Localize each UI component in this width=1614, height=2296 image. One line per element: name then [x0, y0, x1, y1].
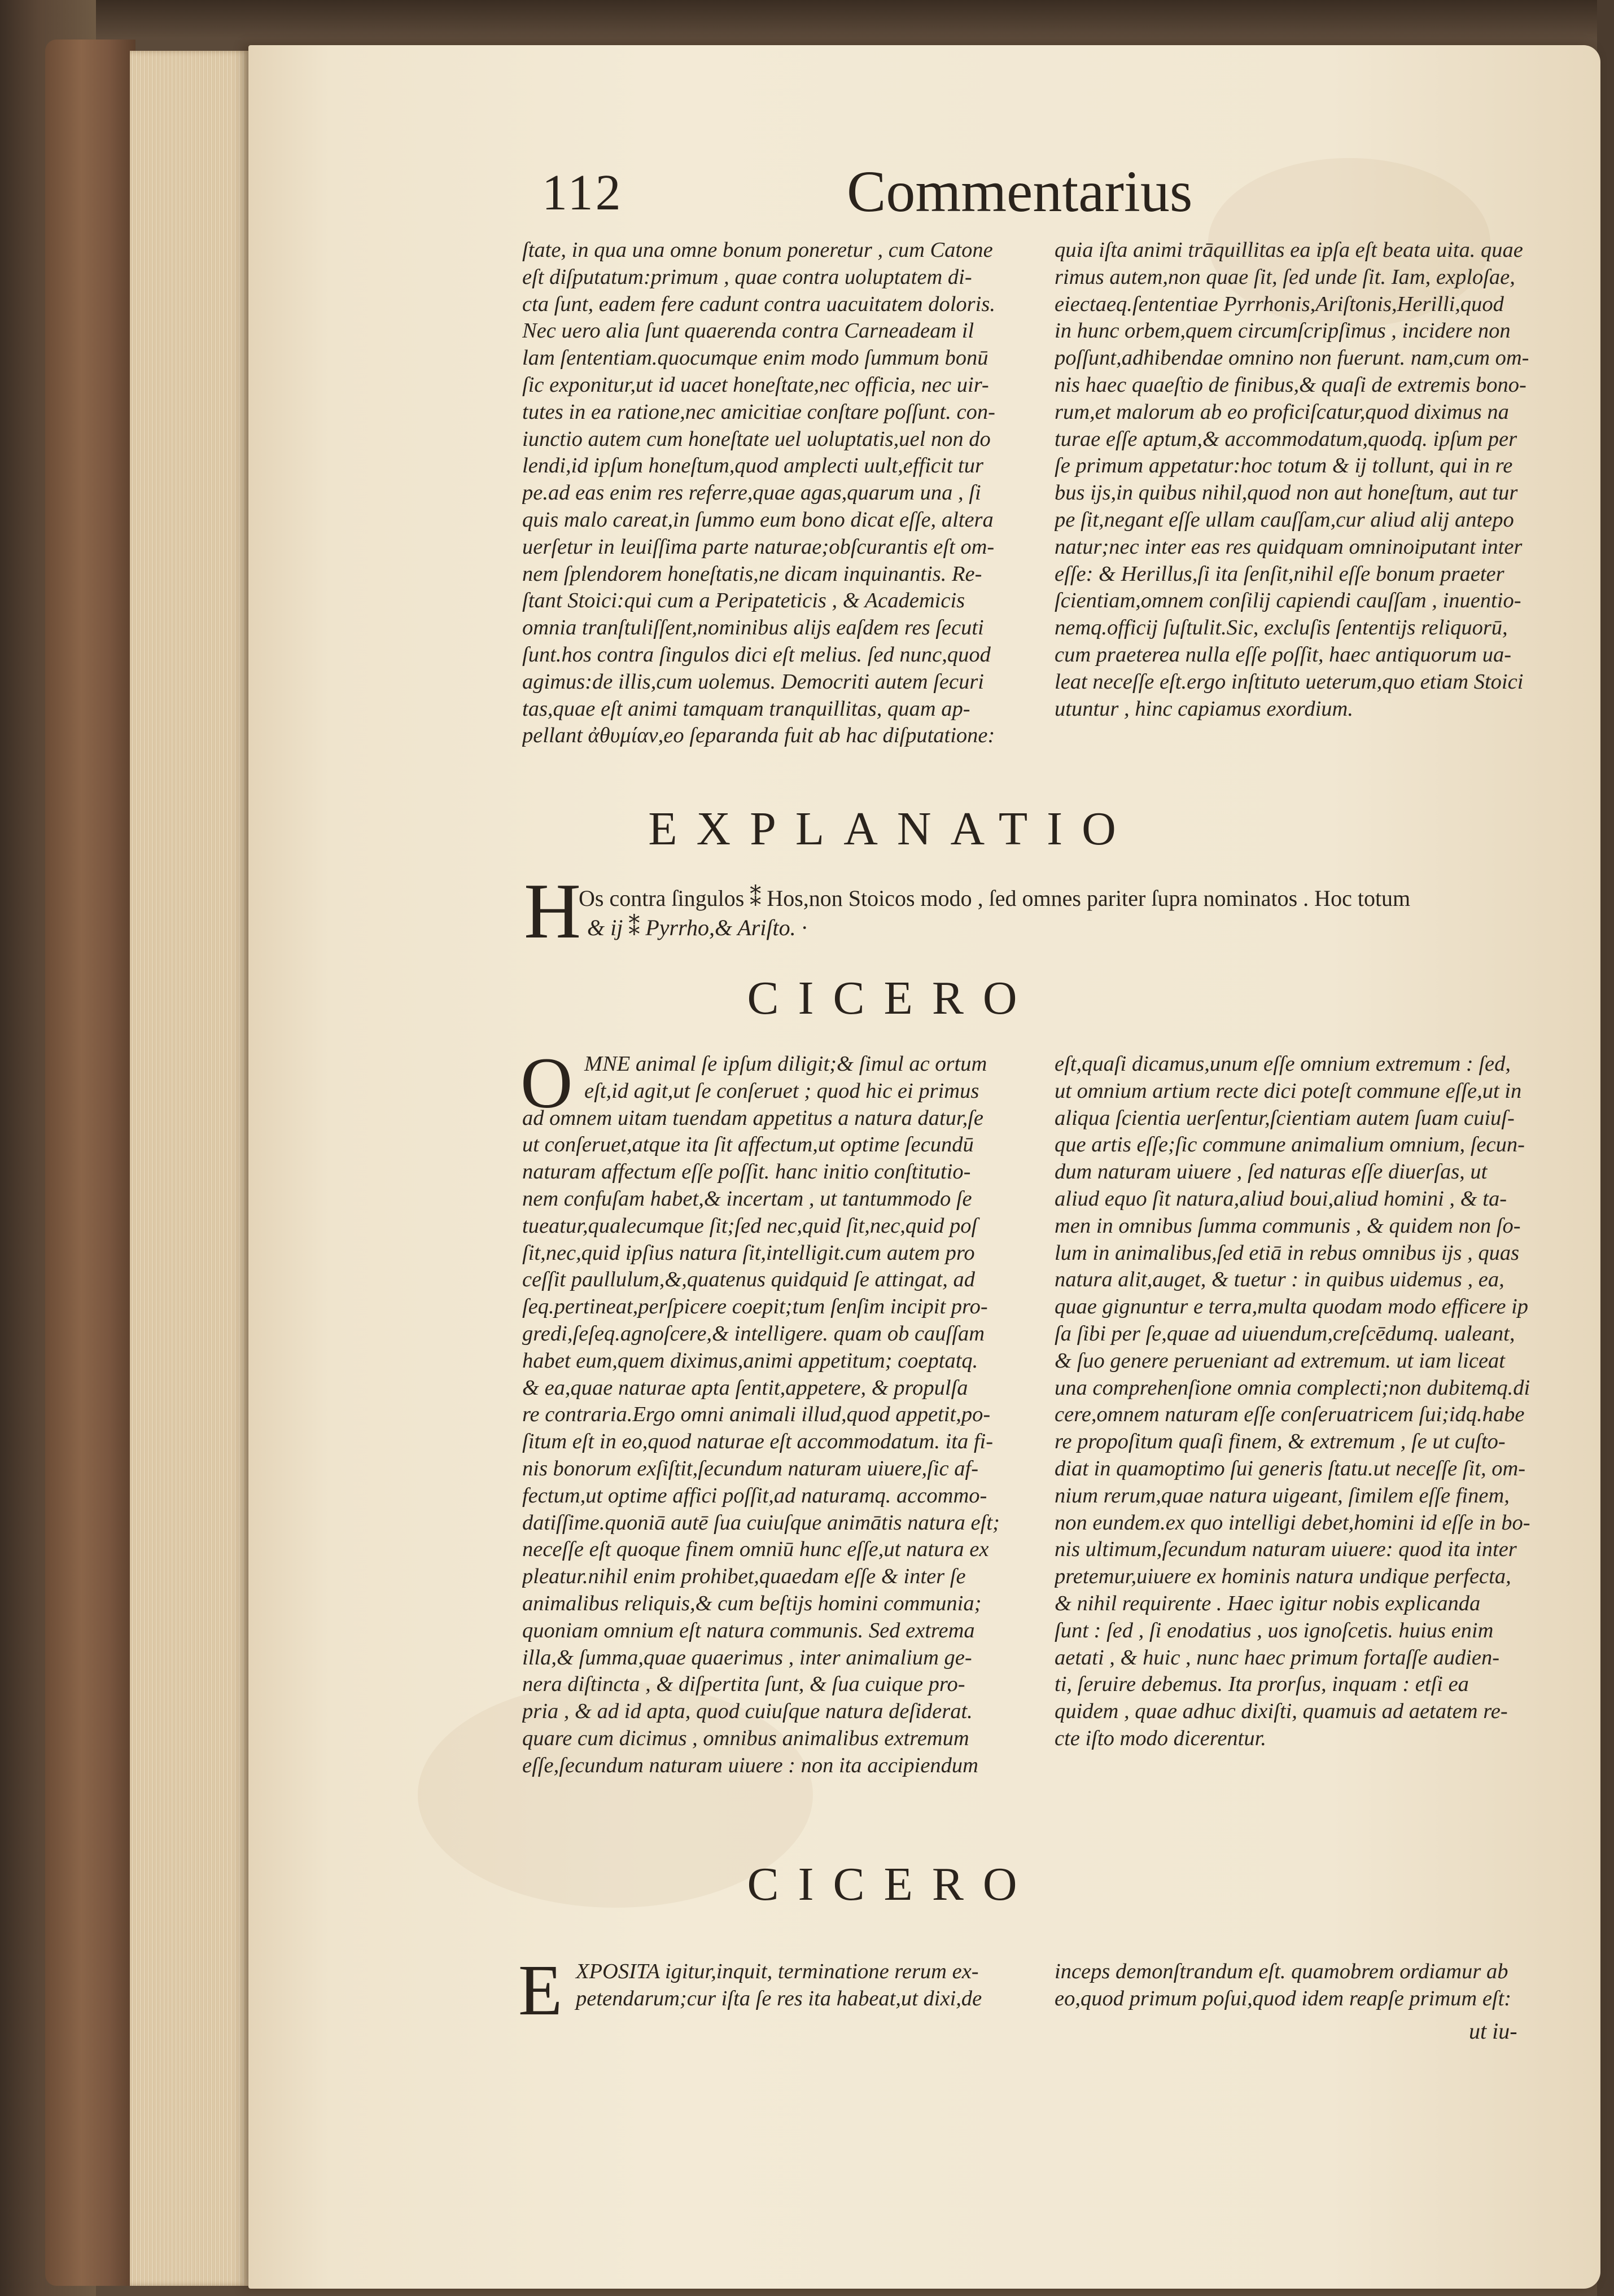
text-line: aliqua ſcientia uerſentur,ſcientiam autem ſuam cuiuſ-: [1055, 1106, 1515, 1130]
text-line: fectum,ut optime affici poſſit,ad naturamq. accommo-: [522, 1483, 987, 1508]
text-line: eſſe,ſecundum naturam uiuere : non ita accipiendum: [522, 1753, 978, 1777]
text-line: lam ſententiam.quocumque enim modo ſummum bonū: [522, 346, 988, 370]
explanatio-heading: EXPLANATIO: [648, 803, 1135, 855]
text-line: nemq.officij ſuſtulit.Sic, excluſis ſententijs reliquorū,: [1055, 616, 1508, 640]
text-line: & ſuo genere perueniant ad extremum. ut iam liceat: [1055, 1348, 1505, 1373]
text-line: tutes in ea ratione,nec amicitiae conſtare poſſunt. con-: [522, 400, 995, 424]
text-line: inceps demonſtrandum eſt. quamobrem ordiamur ab: [1055, 1960, 1508, 1983]
text-line: MNE animal ſe ipſum diligit;& ſimul ac ortum: [584, 1052, 987, 1076]
text-line: in hunc orbem,quem circumſcripſimus , incidere non: [1055, 319, 1511, 343]
cicero-heading-2: CICERO: [747, 1858, 1036, 1911]
text-line: quoniam omnium eſt natura communis. Sed extrema: [522, 1618, 975, 1642]
text-line: pleatur.nihil enim prohibet,quaedam eſſe & inter ſe: [522, 1565, 966, 1589]
text-line: agimus:de illis,cum uolemus. Democriti autem ſecuri: [522, 669, 984, 694]
explanatio-line-2: & ij ⁑ Pyrrho,& Ariſto. ·: [587, 915, 807, 940]
text-line: men in omnibus ſumma communis , & quidem non ſo-: [1055, 1213, 1521, 1238]
text-line: poſſunt,adhibendae omnino non fuerunt. nam,cum om-: [1055, 346, 1529, 370]
text-line: que artis eſſe;ſic commune animalium omnium, ſecun-: [1055, 1133, 1525, 1157]
text-line: eſt,id agit,ut ſe conſeruet ; quod hic ei primus: [584, 1079, 979, 1103]
text-line: eſſe: & Herillus,ſi ita ſenſit,nihil eſſe bonum praeter: [1055, 562, 1504, 586]
text-line: eſt diſputatum:primum , quae contra uoluptatem di-: [522, 265, 972, 289]
cicero2-right-column: [1055, 1958, 1569, 2013]
text-line: ti, ſeruire debemus. Ita prorſus, inquam : etſi ea: [1055, 1672, 1469, 1697]
running-head: [0, 159, 1614, 231]
text-line: rum,et malorum ab eo proficiſcatur,quod diximus na: [1055, 400, 1509, 424]
text-line: ſcientiam,omnem conſilij capiendi cauſſam , inuentio-: [1055, 589, 1521, 613]
text-line: ſa ſibi per ſe,quae ad uiuendum,creſcēdumq. ualeant,: [1055, 1321, 1515, 1346]
text-line: pretemur,uiuere ex hominis natura undique perfecta,: [1055, 1565, 1511, 1589]
section1-left-column: [522, 237, 1042, 750]
text-line: quae gignuntur e terra,multa quodam modo efficere ip: [1055, 1295, 1529, 1319]
text-line: ſe primum appetatur:hoc totum & ij tollunt, qui in re: [1055, 454, 1513, 478]
text-line: ſunt.hos contra ſingulos dici eſt melius. ſed nunc,quod: [522, 642, 991, 667]
cicero1-right-column: [1055, 1051, 1569, 1752]
text-line: ut omnium artium recte dici poteſt commune eſſe,ut in: [1055, 1079, 1522, 1103]
text-line: pellant ἀθυμίαν,eo ſeparanda fuit ab hac diſputatione:: [522, 724, 995, 748]
text-line: turae eſſe aptum,& accommodatum,quodq. ipſum per: [1055, 427, 1517, 451]
cicero-heading-1: CICERO: [747, 972, 1036, 1024]
page-number: 112: [542, 165, 623, 221]
text-line: cere,omnem naturam eſſe conſeruatricem ſui;idq.habe: [1055, 1403, 1525, 1427]
text-line: pria , & ad id apta, quod cuiuſque natura deſiderat.: [522, 1699, 973, 1724]
text-line: nis haec quaeſtio de finibus,& quaſi de extremis bono-: [1055, 373, 1526, 397]
running-title: Commentarius: [847, 159, 1193, 224]
text-line: ad omnem uitam tuendam appetitus a natura datur,ſe: [522, 1106, 984, 1130]
text-line: petendarum;cur iſta ſe res ita habeat,ut dixi,de: [576, 1986, 982, 2010]
text-line: non eundem.ex quo intelligi debet,homini id eſſe in bo-: [1055, 1510, 1530, 1535]
text-line: naturam affectum eſſe poſſit. hanc initio conſtitutio-: [522, 1160, 971, 1184]
text-line: quis malo careat,in ſummo eum bono dicat eſſe, altera: [522, 507, 994, 532]
text-line: quidem , quae adhuc dixiſti, quamuis ad aetatem re-: [1055, 1699, 1508, 1724]
cicero2-left-column: [522, 1958, 1042, 2013]
text-line: eiectaeq.ſententiae Pyrrhonis,Ariſtonis,Herilli,quod: [1055, 292, 1504, 316]
text-line: leat neceſſe eſt.ergo inſtituto ueterum,quo etiam Stoici: [1055, 669, 1524, 694]
text-line: lum in animalibus,ſed etiā in rebus omnibus ijs , quas: [1055, 1241, 1520, 1265]
text-line: utuntur , hinc capiamus exordium.: [1055, 696, 1353, 721]
text-line: ceſſit paullulum,&,quatenus quidquid ſe attingat, ad: [522, 1268, 976, 1292]
text-line: eſt,quaſi dicamus,unum eſſe omnium extremum : ſed,: [1055, 1052, 1511, 1076]
text-line: aetati , & huic , nunc haec primum fortaſſe audien-: [1055, 1645, 1500, 1670]
text-line: dum naturam uiuere , ſed naturas eſſe diuerſas, ut: [1055, 1160, 1488, 1184]
text-line: tas,quae eſt animi tamquam tranquillitas, quam ap-: [522, 696, 970, 721]
text-line: diat in quamoptimo ſui generis ſtatu.ut neceſſe ſit, om-: [1055, 1456, 1526, 1480]
text-line: nium rerum,quae natura uigeant, ſimilem eſſe finem,: [1055, 1483, 1510, 1508]
text-line: omnia tranſtuliſſent,nominibus alijs eaſdem res ſecuti: [522, 616, 984, 640]
text-line: ſitum eſt in eo,quod naturae eſt accommodatum. ita fi-: [522, 1430, 994, 1454]
text-line: illa,& ſumma,quae quaerimus , inter animalium ge-: [522, 1645, 972, 1670]
text-line: ſunt : ſed , ſi enodatius , uos ignoſcetis. huius enim: [1055, 1618, 1494, 1642]
background-top: [0, 0, 1614, 40]
text-line: re contraria.Ergo omni animali illud,quod appetit,po-: [522, 1403, 991, 1427]
text-line: nem confuſam habet,& incertam , ut tantummodo ſe: [522, 1186, 972, 1211]
text-line: eo,quod primum poſui,quod idem reapſe primum eſt:: [1055, 1986, 1512, 2010]
text-line: nera diſtincta , & diſpertita ſunt, & ſua cuique pro-: [522, 1672, 965, 1697]
text-line: & nihil requirente . Haec igitur nobis explicanda: [1055, 1591, 1481, 1615]
explanatio-line-1: Os contra ſingulos ⁑ Hos,non Stoicos modo , ſed omnes pariter ſupra nominatos . Hoc totum: [579, 886, 1411, 911]
text-line: pe ſit,negant eſſe ullam cauſſam,cur aliud alij antepo: [1055, 507, 1514, 532]
page-block-edges: [130, 51, 251, 2286]
text-line: una comprehenſione omnia complecti;non dubitemq.di: [1055, 1375, 1530, 1400]
text-line: habet eum,quem diximus,animi appetitum; coeptatq.: [522, 1348, 978, 1373]
text-line: rimus autem,non quae ſit, ſed unde ſit. Iam, exploſae,: [1055, 265, 1515, 289]
text-line: XPOSITA igitur,inquit, terminatione rerum ex-: [576, 1960, 979, 1983]
text-line: natura alit,auget, & tuetur : in quibus uidemus , ea,: [1055, 1268, 1504, 1292]
text-line: aliud equo ſit natura,aliud boui,aliud homini , & ta-: [1055, 1186, 1507, 1211]
text-line: re propoſitum quaſi finem, & extremum , ſe ut cuſto-: [1055, 1430, 1506, 1454]
explanatio-dropcap: H: [524, 867, 581, 955]
text-line: uerſetur in leuiſſima parte naturae;obſcurantis eſt om-: [522, 534, 995, 559]
text-line: ſit,nec,quid ipſius natura ſit,intelligit.cum autem pro: [522, 1241, 975, 1265]
text-line: tueatur,qualecumque ſit;ſed nec,quid ſit,nec,quid poſ: [522, 1213, 978, 1238]
cicero2-dropcap: E: [518, 1950, 563, 2030]
text-line: iunctio autem cum honeſtate uel uoluptatis,uel non do: [522, 427, 991, 451]
text-line: datiſſime.quoniā autē ſua cuiuſque animātis natura eſt;: [522, 1510, 1000, 1535]
cicero1-left-column: [522, 1051, 1042, 1780]
text-line: ut conſeruet,atque ita ſit affectum,ut optime ſecundū: [522, 1133, 974, 1157]
text-line: ſtant Stoici:qui cum a Peripateticis , & Academicis: [522, 589, 965, 613]
text-line: cum praeterea nulla eſſe poſſit, haec antiquorum ua-: [1055, 642, 1512, 667]
text-line: nem ſplendorem honeſtatis,ne dicam inquinantis. Re-: [522, 562, 982, 586]
text-line: quare cum dicimus , omnibus animalibus extremum: [522, 1726, 969, 1750]
text-line: ſtate, in qua una omne bonum poneretur , cum Catone: [522, 238, 993, 262]
text-line: nis bonorum exſiſtit,ſecundum naturam uiuere,ſic af-: [522, 1456, 979, 1480]
text-line: animalibus reliquis,& cum beſtijs homini communia;: [522, 1591, 982, 1615]
text-line: gredi,ſeſeq.agnoſcere,& intelligere. quam ob cauſſam: [522, 1321, 985, 1346]
book-cover-edge: [45, 40, 135, 2286]
text-line: neceſſe eſt quoque finem omniū hunc eſſe,ut natura ex: [522, 1537, 989, 1562]
text-line: pe.ad eas enim res referre,quae agas,quarum una , ſi: [522, 481, 981, 505]
text-line: ſeq.pertineat,perſpicere coepit;tum ſenſim incipit pro-: [522, 1295, 988, 1319]
cicero1-dropcap: O: [520, 1043, 573, 1123]
text-line: Nec uero alia ſunt quaerenda contra Carneadeam il: [522, 319, 974, 343]
text-line: & ea,quae naturae apta ſentit,appetere, & propulſa: [522, 1375, 968, 1400]
text-line: cte iſto modo dicerentur.: [1055, 1726, 1266, 1750]
catchword: ut iu-: [1469, 2018, 1517, 2044]
section1-right-column: [1055, 237, 1569, 722]
text-line: lendi,id ipſum honeſtum,quod amplecti uult,efficit tur: [522, 454, 983, 478]
text-line: cta ſunt, eadem fere cadunt contra uacuitatem doloris.: [522, 292, 995, 316]
text-line: nis ultimum,ſecundum naturam uiuere: quod ita inter: [1055, 1537, 1517, 1562]
text-line: quia iſta animi trāquillitas ea ipſa eſt beata uita. quae: [1055, 238, 1523, 262]
text-line: natur;nec inter eas res quidquam omninoiputant inter: [1055, 534, 1523, 559]
text-line: bus ijs,in quibus nihil,quod non aut honeſtum, aut tur: [1055, 481, 1518, 505]
text-line: ſic exponitur,ut id uacet honeſtate,nec officia, nec uir-: [522, 373, 989, 397]
